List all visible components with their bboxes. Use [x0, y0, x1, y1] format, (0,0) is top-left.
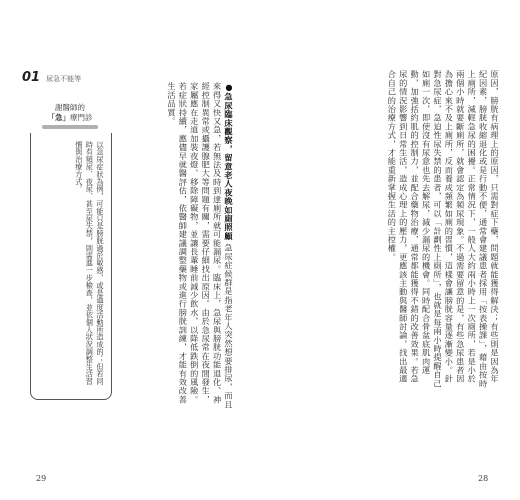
- left-body-text: 急尿症候群是指老年人突然想要排尿，而且來得又快又急，若無法及時到達廁所就可能漏尿。臨床上，急尿與膀胱功能退化、神經控制異常或攝護腺肥大等問題有關，需要仔細找出原因。由於急尿常在夜間發生，家屬應在走道加裝夜燈、移除障礙物，並讓長輩睡前減少飲水，以降低跌倒的風險。若症狀持續，應儘早就醫評估，依醫師建議調整藥物或進行膀胱訓練，才能有效改善生活品質。: [166, 82, 234, 409]
- left-page-body: [124, 82, 234, 412]
- doctor-tip-title-suffix: 療門診: [70, 113, 93, 122]
- page-number-left: 29: [36, 474, 47, 483]
- doctor-tip-text: 以急尿症狀為例，可能只是膀胱過於敏感，或是過度活動所造成的；但若同時有頻尿、夜尿、甚至尿失禁，則需進一步檢查，並依個人狀況調整生活習慣與治療方式。: [74, 141, 105, 386]
- chapter-header: [22, 70, 81, 85]
- title-underline-bar: [42, 125, 98, 129]
- page-number-right: 28: [478, 474, 489, 483]
- doctor-tip-title: [27, 103, 113, 133]
- chapter-number: 01: [22, 70, 41, 85]
- doctor-tip-box: [30, 103, 112, 400]
- doctor-tip-title-prefix: 謝醫師的: [55, 103, 85, 112]
- right-page-body: 原因，膀胱有病理上的原因，只需對症下藥，問題就能獲得解決；有些則是因為年紀因素，膀胱收縮退化或是行動不便，通常會建議患者採用「按表操課」，藉由按時上廁所，減輕急尿的困擾。正常情況下，一般人大約兩小時上一次廁所，若是小於兩個小時就要斷廁所，就會認定為頻尿現象。不過需要留意的是，有些急尿患者因為擔心來不及上廁所，反而養成頻繁如廁的習慣，這樣會讓膀胱容量逐漸變小。針對急尿症，急迫性尿失禁的患者，可以「計劃性上廁所」，也就是每兩小時提醒自己如廁一次，即使沒有尿意也先去解尿，減少漏尿的機會。同時配合骨盆底肌肉運動，加強括約肌的控制力，並配合藥物治療，通常都能獲得不錯的改善效果。若急尿的情況影響到日常生活，造成心理上的壓力，更應該主動與醫師討論，找出最適合自己的治療方式，才能重新掌握生活的主控權。: [387, 70, 500, 388]
- doctor-tip-title-highlight: 「急」: [47, 113, 70, 122]
- section-subheading: ●急尿臨床觀察，留意老人夜晚如廁照顧: [224, 82, 234, 241]
- chapter-title: 尿急不能等: [46, 75, 82, 83]
